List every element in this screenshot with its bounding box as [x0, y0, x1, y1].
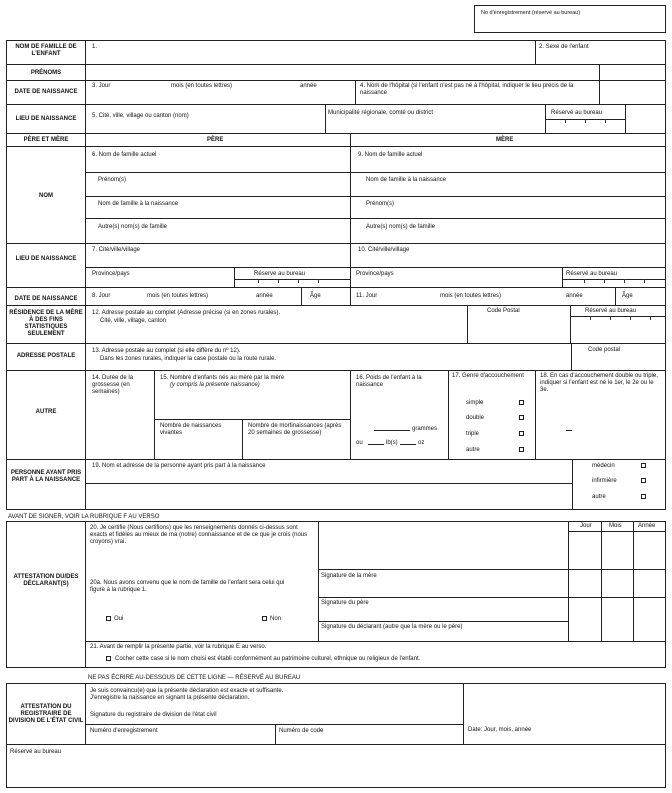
mother-given-names-field[interactable] [351, 208, 665, 218]
mother-residence-field[interactable] [86, 306, 466, 342]
registrar-code-label: Numéro de code [279, 728, 324, 734]
oui-label: Oui [114, 616, 124, 622]
f11-annee-label: année [566, 293, 583, 299]
annee-label: année [300, 83, 317, 89]
date-mother-field[interactable] [569, 532, 665, 569]
child-birth-date-field[interactable] [86, 81, 354, 104]
stillbirths-field[interactable] [243, 445, 349, 458]
postal-address-field[interactable] [86, 344, 570, 369]
postale-code-label: Code postal [588, 347, 621, 353]
infirmiere-checkbox[interactable] [641, 478, 646, 483]
father-signature-field[interactable] [319, 580, 567, 597]
f19-label: 19. Nom et adresse de la personne ayant pris part à la naissance [92, 463, 266, 469]
f20a-label: 20a. Nous avons convenu que le nom de famille de l'enfant sera celui qui figure à la rubrique 1. [90, 580, 285, 593]
mois-declarant-label: Mois [609, 523, 622, 529]
f13-label: 13. Adresse postale au complet (si elle diffère du nº 12). [92, 348, 241, 354]
declarant-signature-field[interactable] [319, 605, 567, 621]
autre-personne-label: autre [592, 494, 606, 500]
f13b-label: Dans les zones rurales, indiquer la case postale ou la route rurale. [100, 356, 277, 362]
registrar-line2: J'enregistre la naissance en signant la présente déclaration. [90, 695, 250, 701]
child-city-field[interactable] [86, 108, 324, 132]
autre-accouchement-checkbox[interactable] [519, 447, 524, 452]
municipalite-label: Municipalité régionale, comté ou district [328, 110, 434, 116]
simple-checkbox[interactable] [519, 400, 524, 405]
autre-personne-checkbox[interactable] [641, 494, 646, 499]
child-sex-field[interactable] [536, 41, 665, 64]
f21b-label: Cocher cette case si le nom choisi est établi conformément au patrimoine culturel, ethnique ou religieux de l'enfant. [115, 656, 421, 662]
registrar-date-label: Date: Jour, mois, année [468, 727, 532, 733]
pregnancy-duration-field[interactable] [86, 395, 153, 458]
jour-label: 3. Jour [92, 83, 111, 89]
f12-label: 12. Adresse postale au complet (Adresse précise (si en zones rurales). [92, 310, 281, 316]
f21-checkbox[interactable] [106, 656, 111, 661]
f15-label: 15. Nombre d'enfants nés au mère par la mère [160, 375, 285, 381]
registration-number-field[interactable] [86, 735, 274, 743]
f14-label: 14. Durée de la grossesse (en semaines) [92, 375, 134, 395]
f16-label: 16. Poids de l'enfant à la naissance [356, 375, 422, 388]
attendant-name-field[interactable] [86, 470, 572, 509]
label-autre: AUTRE [35, 409, 57, 415]
triple-checkbox[interactable] [519, 431, 524, 436]
father-other-names-field[interactable] [86, 231, 349, 243]
pere-nom-naissance-label: Nom de famille à la naissance [98, 201, 179, 207]
date-declarant-field[interactable] [569, 598, 665, 640]
office-use-field[interactable] [7, 757, 665, 787]
sig-mere-label: Signature de la mère [321, 573, 377, 579]
sig-pere-label: Signature du père [321, 600, 369, 606]
label-attestation-declarants: ATTESTATION DU/DES DÉCLARANT(S) [13, 574, 79, 587]
reserve-bureau-label-1: Réservé au bureau [551, 110, 603, 116]
pere-prenoms-label: Prénom(s) [98, 177, 127, 183]
f11-age-label: Âge [622, 293, 633, 299]
annee-declarant-label: Année [638, 523, 656, 529]
registration-number-label: No d'enregistrement (réservé au bureau) [481, 10, 581, 16]
f10-label: 10. Cité/ville/village [358, 247, 410, 253]
postal-code-field[interactable] [572, 355, 665, 369]
child-given-names-field[interactable] [86, 65, 598, 80]
f20-label: 20. Je certifie (Nous certifions) que les renseignements donnés ci-dessus sont exacts et fidèles au mieux de ma (notre) connaissance et de ce que je crois (nous croyons) vrai. [90, 525, 308, 545]
residence-postal-code-field[interactable] [468, 316, 569, 342]
registrar-line1: Je suis convaincu(e) que la présente déclaration est exacte et suffisante. [90, 688, 284, 694]
non-checkbox[interactable] [262, 616, 267, 621]
note-verso: AVANT DE SIGNER, VOIR LA RUBRIQUE F AU VERSO [8, 514, 160, 520]
medecin-checkbox[interactable] [641, 463, 646, 468]
birth-weight-field[interactable] [370, 422, 440, 450]
f21-label: 21. Avant de remplir la présente partie, voir la rubrique E au verso. [90, 644, 267, 650]
hospital-field[interactable] [356, 81, 598, 104]
mother-birth-date-field[interactable] [351, 288, 614, 305]
child-municipality-field[interactable] [326, 108, 544, 132]
double-label: double [466, 415, 485, 421]
registrar-note: NE PAS ÉCRIRE AU-DESSOUS DE CETTE LIGNE — RÉSERVÉ AU BUREAU [88, 675, 301, 681]
father-given-names-field[interactable] [86, 184, 349, 196]
mother-age-field[interactable] [616, 288, 665, 305]
f8-annee-label: année [256, 293, 273, 299]
mother-signature-field[interactable] [319, 522, 567, 569]
label-attestation-registraire: ATTESTATION DU REGISTRAIRE DE DIVISION DE L'ÉTAT CIVIL [8, 704, 84, 724]
registrar-sig-label: Signature du registraire de division de l'état civil [90, 712, 217, 718]
double-checkbox[interactable] [519, 415, 524, 420]
registrar-numero-label: Numéro d'enregistrement [90, 728, 158, 734]
grammes-label: grammes [412, 426, 438, 432]
mere-province-label: Province/pays [356, 271, 394, 277]
f7-label: 7. Cité/ville/village [92, 247, 141, 253]
label-date-naissance: DATE DE NAISSANCE [14, 89, 78, 95]
father-age-field[interactable] [302, 288, 349, 305]
live-births-field[interactable] [155, 439, 241, 458]
f17-label: 17. Genre d'accouchement [452, 373, 524, 379]
f8-age-label: Âge [310, 293, 321, 299]
code-number-field[interactable] [276, 735, 462, 743]
mother-birth-city-field[interactable] [351, 254, 665, 267]
lbs-label: lb(s) [386, 440, 398, 446]
father-current-name-field[interactable] [86, 159, 349, 172]
birth-order-field[interactable] [536, 400, 665, 458]
sig-declarant-label: Signature du déclarant (autre que la mère ou le père) [321, 624, 463, 630]
mother-other-names-field[interactable] [351, 231, 665, 243]
mother-birth-name-field[interactable] [351, 184, 665, 196]
f12b-label: Cité, ville, village, canton [100, 318, 167, 324]
pere-autres-noms-label: Autre(s) nom(s) de famille [98, 224, 168, 230]
mere-header: MÈRE [496, 137, 514, 143]
triple-label: triple [466, 431, 480, 437]
label-prenoms: PRÉNOMS [30, 70, 62, 76]
father-birth-city-field[interactable] [86, 254, 349, 267]
mother-province-field[interactable] [351, 278, 561, 287]
father-province-field[interactable] [86, 278, 233, 287]
mere-autres-noms-label: Autre(s) nom(s) de famille [366, 224, 436, 230]
label-personne-ayant: PERSONNE AYANT PRIS PART À LA NAISSANCE [10, 470, 82, 483]
simple-label: simple [466, 400, 484, 406]
jour-declarant-label: Jour [580, 523, 592, 529]
infirmiere-label: infirmière [592, 478, 617, 484]
non-label: Non [270, 616, 282, 622]
father-birth-date-field[interactable] [86, 288, 300, 305]
oui-checkbox[interactable] [106, 616, 111, 621]
pere-reserve-label: Réserve au bureau [254, 271, 306, 277]
label-nom-famille-enfant: NOM DE FAMILLE DE L'ENFANT [15, 44, 77, 57]
field-1-label: 1. [92, 44, 98, 50]
mois-label: mois (en toutes lettres) [171, 83, 233, 89]
father-birth-name-field[interactable] [86, 208, 349, 218]
sexe-label: 2. Sexe de l'enfant [539, 44, 589, 50]
label-residence: RÉSIDENCE DE LA MÈRE À DES FINS STATISTIQUES SEULEMENT [9, 310, 83, 337]
label-adresse-postale: ADRESSE POSTALE [16, 353, 76, 359]
mere-reserve-label: Réservé au bureau [566, 271, 618, 277]
mere-prenoms-label: Prénom(s) [366, 201, 395, 207]
hopital-label: 4. Nom de l'hôpital (si l'enfant n'est pas né à l'hôpital, indiquer le lieu précis de la naissance [360, 83, 574, 96]
autre-accouchement-label: autre [466, 447, 480, 453]
label-lieu-naissance: LIEU DE NAISSANCE [15, 116, 77, 122]
cite-label: 5. Cité, ville, village ou canton (nom) [92, 113, 189, 119]
f8-mois-label: mois (en toutes lettres) [147, 293, 209, 299]
oz-label: oz [418, 440, 425, 446]
child-family-name-field[interactable] [86, 41, 534, 64]
label-lieu-naissance-parents: LIEU DE NAISSANCE [15, 256, 77, 262]
pere-province-label: Province/pays [92, 271, 130, 277]
residence-code-postal-label: Code Postal [487, 308, 520, 314]
f18-label: 18. En cas d'accouchement double ou triple, indiquer si l'enfant est né le 1er, le 2e ou le 3e. [540, 373, 658, 393]
registrar-reserve-label: Réservé au bureau [10, 749, 62, 755]
registrar-signature-field[interactable] [86, 703, 462, 724]
ou-label: ou [356, 440, 363, 446]
label-nom: NOM [39, 193, 53, 199]
medecin-label: médecin [592, 463, 615, 469]
f11-mois-label: mois (en toutes lettres) [440, 293, 502, 299]
f9-label: 9. Nom de famille actuel [358, 152, 423, 158]
nb-vivantes-label: Nombre de naissances vivantes [160, 423, 222, 436]
f11-jour-label: 11. Jour [356, 293, 378, 299]
label-date-naissance-parents: DATE DE NAISSANCE [14, 296, 78, 302]
residence-reserve-label: Réservé au bureau [585, 308, 637, 314]
f6-label: 6. Nom de famille actuel [92, 152, 157, 158]
f15b-label: (y compris la présente naissance) [170, 382, 260, 388]
date-father-field[interactable] [569, 570, 665, 597]
f8-jour-label: 8. Jour [92, 293, 111, 299]
pere-header: PÈRE [207, 137, 224, 143]
mere-nom-naissance-label: Nom de famille à la naissance [366, 177, 447, 183]
registrar-date-field[interactable] [464, 735, 665, 743]
nb-mortinaissances-label: Nombre de mortinaissances (après 20 semaines de grossesse) [248, 423, 342, 436]
mother-current-name-field[interactable] [351, 159, 665, 172]
label-pere-mere: PÈRE ET MÈRE [23, 137, 69, 143]
